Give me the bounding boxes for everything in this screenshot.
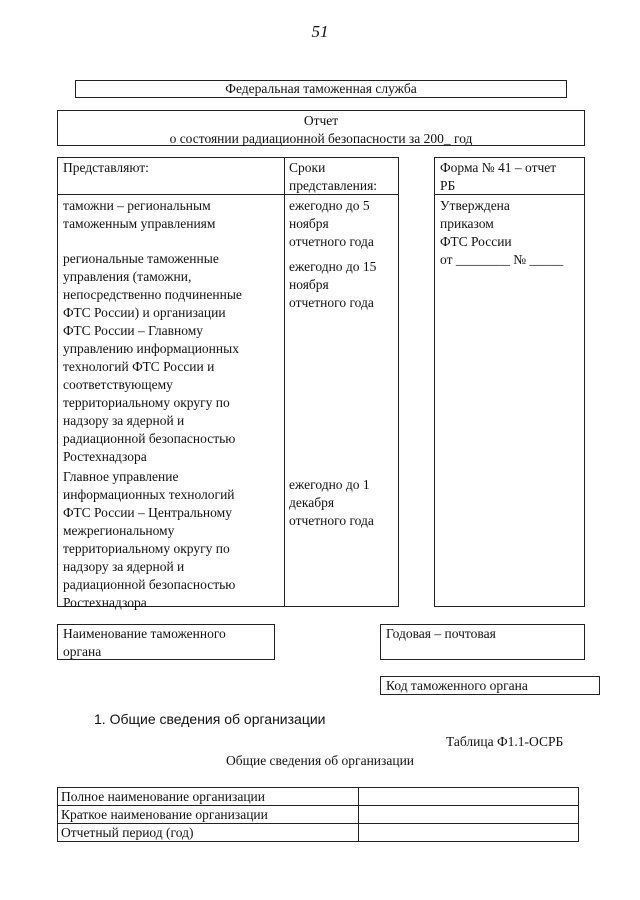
submitter-who-line: территориальному округу по <box>63 541 230 556</box>
submitter-deadline-line: декабря <box>289 495 335 510</box>
row-value[interactable] <box>359 824 579 842</box>
form-number-line: Форма № 41 – отчет <box>440 160 557 175</box>
submitter-row-1-who <box>63 197 281 233</box>
table-title: Общие сведения об организации <box>225 753 415 768</box>
submitter-deadline-line: ежегодно до 1 <box>289 477 370 492</box>
form-number <box>440 159 582 195</box>
submitter-who-line: радиационной безопасностью <box>63 431 236 446</box>
submitter-row-3-who <box>63 468 281 612</box>
submitter-who-line: ФТС России) и организации <box>63 305 226 320</box>
page-number: 51 <box>311 22 329 41</box>
submitter-who-line: ФТС России – Центральному <box>63 505 232 520</box>
submitter-deadline-line: ежегодно до 15 <box>289 259 377 274</box>
submitter-who-line: соответствующему <box>63 377 173 392</box>
submitter-deadline-line: отчетного года <box>289 295 374 310</box>
submitter-who-line: таможенным управлениям <box>63 216 216 231</box>
submitter-who-line: региональные таможенные <box>63 251 219 266</box>
submitter-row-1-deadline <box>289 197 397 251</box>
submitters-table <box>57 157 399 610</box>
submitter-who-line: технологий ФТС России и <box>63 359 215 374</box>
row-label: Полное наименование организации <box>58 788 359 806</box>
row-label: Краткое наименование организации <box>58 806 359 824</box>
submitter-who-line: ФТС России – Главному <box>63 323 204 338</box>
section-heading: 1. Общие сведения об организации <box>94 711 326 727</box>
header-when-line1: Сроки <box>289 160 326 175</box>
submitter-deadline-line: отчетного года <box>289 513 374 528</box>
submitter-who-line: межрегиональному <box>63 523 175 538</box>
report-title-line1: Отчет <box>303 113 339 128</box>
submitter-who-line: надзору за ядерной и <box>63 559 185 574</box>
form-approval-line: Утверждена <box>440 198 510 213</box>
customs-name-line: Наименование таможенного <box>63 626 226 641</box>
customs-code-label: Код таможенного органа <box>386 678 528 693</box>
submitter-who-line: информационных технологий <box>63 487 235 502</box>
header-when <box>289 159 397 195</box>
table-row <box>58 788 579 806</box>
table-row <box>58 806 579 824</box>
form-approval <box>440 197 585 269</box>
form-number-line: РБ <box>440 178 456 193</box>
submitter-who-line: территориальному округу по <box>63 395 230 410</box>
report-title-line2: о состоянии радиационной безопасности за 200_ год <box>169 131 473 146</box>
report-title <box>57 110 585 146</box>
general-info-table <box>57 787 579 842</box>
submitter-who-line: Ростехнадзора <box>63 449 147 464</box>
submitter-deadline-line: ноября <box>289 216 329 231</box>
customs-name-box <box>57 624 275 660</box>
periodicity-label: Годовая – почтовая <box>386 626 496 641</box>
customs-name-label <box>63 625 273 661</box>
column-divider <box>284 158 285 606</box>
submitter-row-2-deadline <box>289 258 397 312</box>
header-when-line2: представления: <box>289 178 378 193</box>
row-label: Отчетный период (год) <box>58 824 359 842</box>
submitter-who-line: надзору за ядерной и <box>63 413 185 428</box>
form-approval-line: приказом <box>440 216 494 231</box>
form-approval-line: от ________ № _____ <box>440 252 564 267</box>
submitter-who-line: управления (таможни, <box>63 269 192 284</box>
submitter-row-3-deadline <box>289 476 397 530</box>
row-value[interactable] <box>359 788 579 806</box>
header-who: Представляют: <box>63 160 149 175</box>
submitter-who-line: управлению информационных <box>63 341 239 356</box>
form-box <box>434 157 585 607</box>
customs-code-box <box>380 676 600 695</box>
submitter-who-line: таможни – региональным <box>63 198 211 213</box>
customs-name-line: органа <box>63 644 102 659</box>
agency-header: Федеральная таможенная служба <box>75 80 567 98</box>
table-row <box>58 824 579 842</box>
submitter-row-2-who <box>63 250 281 466</box>
submitter-who-line: радиационной безопасностью <box>63 577 236 592</box>
table-reference: Таблица Ф1.1-ОСРБ <box>446 734 564 749</box>
submitter-who-line: Главное управление <box>63 469 179 484</box>
submitter-deadline-line: ноября <box>289 277 329 292</box>
row-value[interactable] <box>359 806 579 824</box>
submitter-deadline-line: ежегодно до 5 <box>289 198 370 213</box>
submitter-who-line: Ростехнадзора <box>63 595 147 610</box>
submitter-deadline-line: отчетного года <box>289 234 374 249</box>
submitter-who-line: непосредственно подчиненные <box>63 287 242 302</box>
form-approval-line: ФТС России <box>440 234 512 249</box>
periodicity-box <box>380 624 585 660</box>
